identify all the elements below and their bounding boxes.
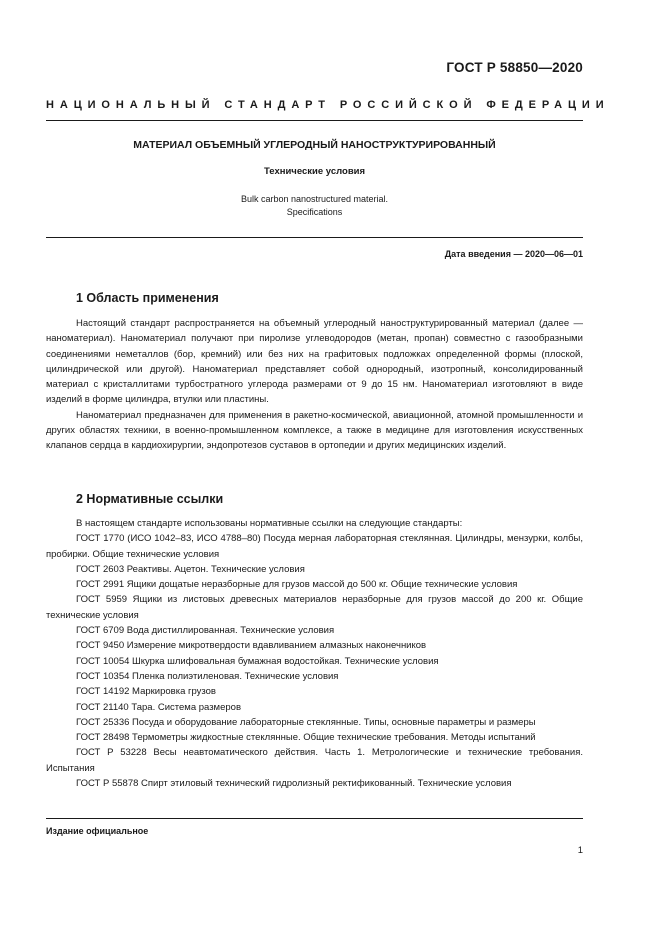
reference-item: ГОСТ 2991 Ящики дощатые неразборные для грузов массой до 500 кг. Общие технические условия [76,579,518,591]
title-divider [46,237,583,238]
document-subtitle: Технические условия [263,166,366,177]
reference-item: ГОСТ Р 55878 Спирт этиловый технический гидролизный ректификованный. Технические условия [76,778,512,790]
english-title-line1: Bulk carbon nanostructured material. [240,194,389,204]
section-2-intro: В настоящем стандарте использованы нормативные ссылки на следующие стандарты: [76,518,463,529]
top-divider [46,120,583,121]
section-1-heading: 1 Область применения [76,291,219,305]
section-1-paragraph-1: Настоящий стандарт распространяется на объемный углеродный наноструктурированный материал (далее — наноматериал). Наноматериал получают при пиролизе углеводородов (метан, пропан) совместно с газообразными соединениями неметаллов (бор, кремний) или без них на графитовых подложках определенной формы (плоской, цилиндрической или другой). Наноматериал представляет собой однородный, изотропный, консолидированный материал с кристаллитами турбостратного углерода размерами от 9 до 15 нм. Наноматериал изготовляют в виде изделий в форме цилиндра, втулки или пластины. [46,318,583,406]
reference-item: ГОСТ 25336 Посуда и оборудование лабораторные стеклянные. Типы, основные параметры и размеры [76,716,536,728]
reference-item: ГОСТ 21140 Тара. Система размеров [76,701,241,713]
section-2-body [46,516,583,791]
reference-item: ГОСТ 6709 Вода дистиллированная. Технические условия [76,625,335,637]
reference-item: ГОСТ 10054 Шкурка шлифовальная бумажная водостойкая. Технические условия [76,655,439,667]
english-title [46,193,583,218]
reference-item: ГОСТ 28498 Термометры жидкостные стеклянные. Общие технические требования. Методы испытаний [76,732,536,744]
reference-item: ГОСТ 1770 (ИСО 1042–83, ИСО 4788–80) Посуда мерная лабораторная стеклянная. Цилиндры, мензурки, колбы, пробирки. Общие технические условия [46,533,583,560]
page-number: 1 [577,845,583,856]
footer-divider [46,818,583,819]
standard-code: ГОСТ Р 58850—2020 [446,60,583,75]
reference-item: ГОСТ 9450 Измерение микротвердости вдавливанием алмазных наконечников [76,640,427,652]
section-1-body [46,316,583,454]
reference-item: ГОСТ 5959 Ящики из листовых древесных материалов неразборные для грузов массой до 200 кг. Общие технические условия [46,594,583,621]
section-2-heading: 2 Нормативные ссылки [76,492,224,506]
english-title-line2: Specifications [286,206,343,217]
reference-item: ГОСТ 2603 Реактивы. Ацетон. Технические условия [76,563,305,575]
official-edition-label: Издание официальное [46,826,149,836]
reference-item: ГОСТ Р 53228 Весы неавтоматического действия. Часть 1. Метрологические и технические требования. Испытания [46,747,583,774]
national-standard-banner: НАЦИОНАЛЬНЫЙ СТАНДАРТ РОССИЙСКОЙ ФЕДЕРАЦИИ [46,99,610,111]
reference-item: ГОСТ 14192 Маркировка грузов [76,686,216,698]
reference-item: ГОСТ 10354 Пленка полиэтиленовая. Технические условия [76,670,339,682]
section-1-paragraph-2: Наноматериал предназначен для применения в ракетно-космической, авиационной, атомной промышленности и других областях техники, в военно-промышленном комплексе, а также в медицине для изготовления искусственных клапанов сердца в кардиохирургии, эндопротезов суставов в ортопедии и других медицинских изделий. [46,409,583,452]
introduction-date: Дата введения — 2020—06—01 [444,249,583,259]
document-title: МАТЕРИАЛ ОБЪЕМНЫЙ УГЛЕРОДНЫЙ НАНОСТРУКТУРИРОВАННЫЙ [133,139,496,151]
